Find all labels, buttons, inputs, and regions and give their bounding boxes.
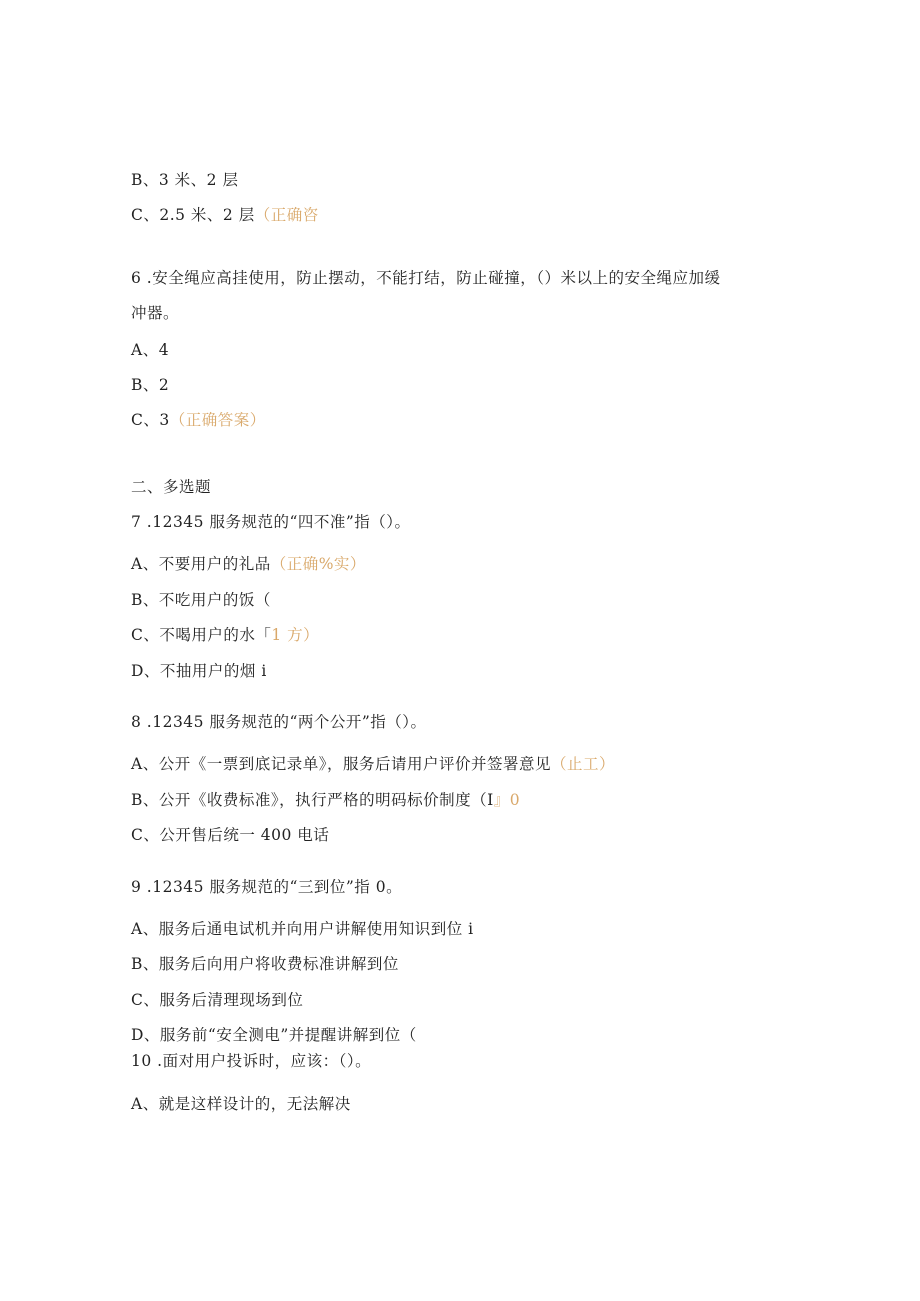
answer-mark: （正确咨 (254, 206, 319, 224)
option-c-2-5m: C、2.5 米、2 层（正确咨 (131, 206, 319, 224)
section-heading-multi: 二、多选题 (131, 478, 212, 496)
option-c-3: C、3（正确答案） (131, 411, 266, 429)
option-10a: A、就是这样设计的，无法解决 (131, 1095, 351, 1113)
option-8c: C、公开售后统一 400 电话 (131, 826, 330, 844)
question-8: 8 .12345 服务规范的“两个公开”指（）。 (131, 713, 427, 731)
answer-mark: （正确答案） (169, 411, 266, 429)
question-9: 9 .12345 服务规范的“三到位”指 0。 (131, 878, 403, 896)
option-9d: D、服务前“安全测电”并提醒讲解到位（ (131, 1026, 417, 1044)
option-b-3m: B、3 米、2 层 (131, 171, 239, 189)
option-9a: A、服务后通电试机并向用户讲解使用知识到位 i (131, 920, 474, 938)
option-9b: B、服务后向用户将收费标准讲解到位 (131, 955, 399, 973)
option-8b: B、公开《收费标准》，执行严格的明码标价制度（I』0 (131, 791, 521, 809)
option-7b: B、不吃用户的饭（ (131, 591, 271, 609)
question-7: 7 .12345 服务规范的“四不准”指（）。 (131, 513, 411, 531)
option-7d: D、不抽用户的烟 i (131, 662, 267, 680)
option-7a: A、不要用户的礼品（正确%实） (131, 555, 366, 573)
answer-mark: （正确%实） (270, 555, 366, 573)
option-b-2: B、2 (131, 376, 170, 394)
option-9c: C、服务后清理现场到位 (131, 991, 304, 1009)
answer-mark: 』0 (493, 791, 521, 809)
answer-mark: （止工） (550, 755, 615, 773)
question-6-cont: 冲器。 (131, 304, 180, 322)
question-10: 10 .面对用户投诉时，应该：（）。 (131, 1052, 372, 1070)
option-a-4: A、4 (131, 341, 170, 359)
option-7c: C、不喝用户的水「1 方） (131, 626, 320, 644)
question-6: 6 .安全绳应高挂使用，防止摆动，不能打结，防止碰撞，（）米以上的安全绳应加缓 (131, 269, 721, 287)
answer-mark: 1 方） (271, 626, 320, 644)
option-8a: A、公开《一票到底记录单》，服务后请用户评价并签署意见（止工） (131, 755, 615, 773)
